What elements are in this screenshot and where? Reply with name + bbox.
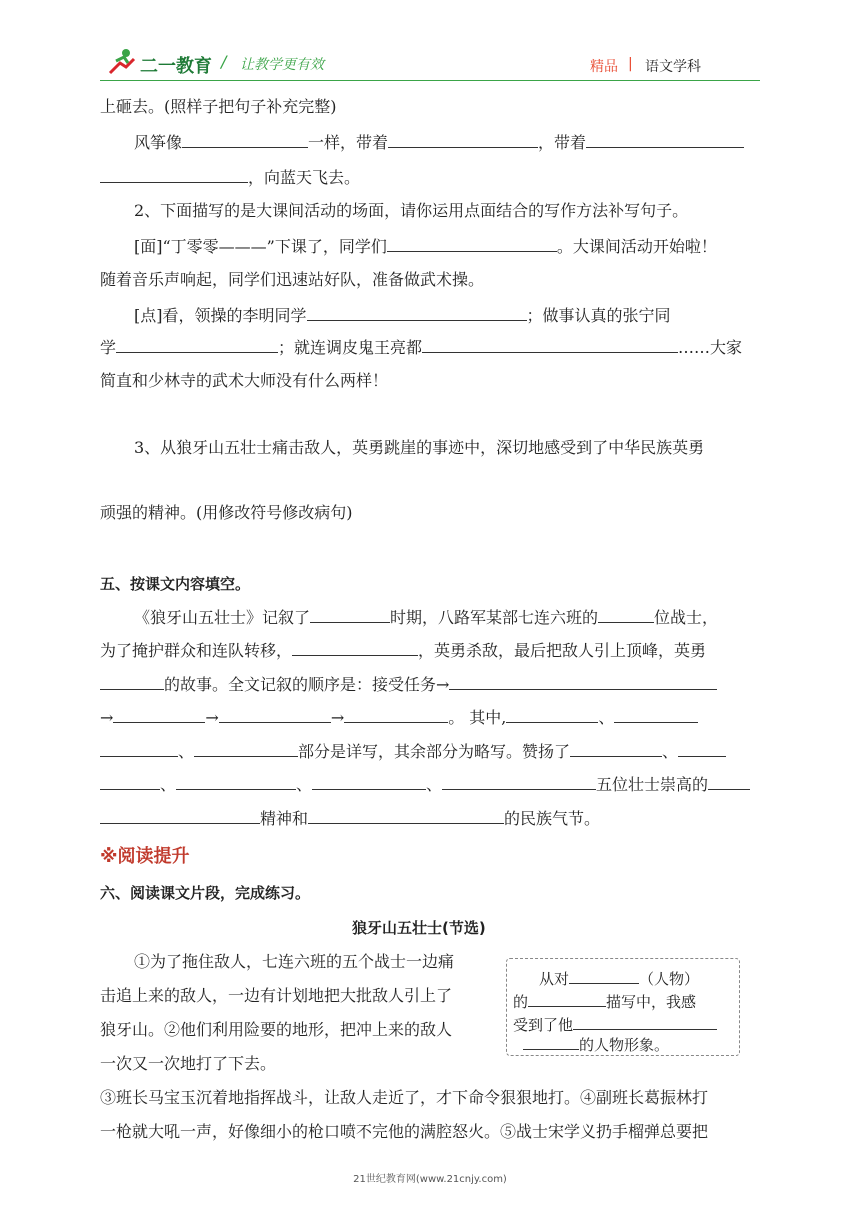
note-line (539, 967, 699, 989)
note-box (506, 958, 740, 1056)
logo-icon (104, 47, 138, 77)
text: 部分是详写，其余部分为略写。赞扬了 (298, 742, 571, 761)
passage-line: 一次又一次地打了下去。 (100, 1054, 277, 1073)
text: 、 (662, 742, 679, 761)
text: ，带着 (538, 133, 587, 152)
text: 《狼牙山五壮士》记叙了 (134, 608, 311, 627)
text-line (100, 166, 360, 189)
text: 。大课间活动开始啦！ (556, 237, 717, 256)
blank[interactable] (708, 773, 750, 790)
text: 从对 (539, 970, 570, 988)
blank[interactable] (388, 131, 538, 148)
text-line (100, 807, 600, 830)
blank[interactable] (310, 606, 390, 623)
blank[interactable] (308, 807, 504, 824)
blank[interactable] (344, 706, 448, 723)
text: 顽强的精神。(用修改符号修改病句) (100, 503, 353, 522)
blank[interactable] (449, 673, 717, 690)
blank[interactable] (100, 807, 260, 824)
blank[interactable] (312, 773, 426, 790)
text: [点]看，领操的李明同学 (134, 306, 307, 325)
text-line (100, 336, 742, 359)
arrow: → (100, 708, 114, 727)
blank[interactable] (422, 336, 678, 353)
text-line (134, 131, 744, 154)
text-line (100, 269, 484, 291)
passage-line: 一枪就大吼一声，好像细小的枪口喷不完他的满腔怒火。⑤战士宋学义扔手榴弹总要把 (100, 1122, 709, 1141)
text: 、 (296, 775, 313, 794)
text-line (100, 502, 353, 524)
text: 的故事。全文记叙的顺序是：接受任务→ (164, 675, 450, 694)
note-line (513, 1013, 717, 1035)
blank[interactable] (570, 740, 662, 757)
text-line (100, 706, 698, 729)
blank[interactable] (194, 740, 298, 757)
text-line (100, 773, 750, 796)
passage-title: 狼牙山五壮士(节选) (352, 919, 486, 937)
passage-line: ③班长马宝玉沉着地指挥战斗，让敌人走近了，才下命令狠狠地打。④副班长葛振林打 (100, 1088, 709, 1107)
text: 为了掩护群众和连队转移， (100, 641, 293, 660)
arrow: → (330, 708, 345, 727)
blank[interactable] (100, 773, 160, 790)
text: 一样，带着 (308, 133, 389, 152)
note-line (513, 990, 696, 1012)
blank[interactable] (387, 235, 557, 252)
section-title: 五、按课文内容填空。 (100, 575, 251, 593)
question-3 (134, 437, 704, 459)
text: 风筝像 (134, 133, 183, 152)
text: 的 (513, 993, 529, 1011)
text: 五位壮士崇高的 (596, 775, 709, 794)
text: 描写中，我感 (606, 993, 697, 1011)
blank[interactable] (573, 1013, 717, 1030)
blank[interactable] (113, 706, 205, 723)
text: ，向蓝天飞去。 (248, 168, 361, 187)
text: 、 (178, 742, 195, 761)
text: 受到了他 (513, 1016, 574, 1034)
text: 2、下面描写的是大课间活动的场面，请你运用点面结合的写作方法补写句子。 (134, 201, 689, 220)
blank[interactable] (442, 773, 596, 790)
blank[interactable] (116, 336, 278, 353)
text: 精神和 (260, 809, 309, 828)
text: （人物） (639, 970, 700, 988)
blank[interactable] (528, 990, 606, 1007)
arrow: → (205, 708, 219, 727)
text: ；就连调皮鬼王亮都 (278, 338, 423, 357)
text: 时期，八路军某部七连六班的 (390, 608, 599, 627)
blank[interactable] (100, 673, 164, 690)
blank[interactable] (506, 706, 598, 723)
question-6: 六、阅读课文片段，完成练习。 (100, 884, 311, 902)
blank[interactable] (523, 1033, 579, 1050)
reading-title: ※阅读提升 (100, 846, 190, 867)
blank[interactable] (176, 773, 296, 790)
text: ；做事认真的张宁同 (526, 306, 671, 325)
text: 随着音乐声响起，同学们迅速站好队，准备做武术操。 (100, 270, 485, 289)
text: 的民族气节。 (504, 809, 601, 828)
text-line (134, 606, 718, 629)
text: 学 (100, 338, 117, 357)
text-line (100, 96, 337, 118)
text: ，英勇杀敌，最后把敌人引上顶峰，英勇 (418, 641, 707, 660)
quality-label: 精品 (590, 59, 618, 75)
text: 的人物形象。 (579, 1036, 670, 1054)
logo-divider: / (221, 52, 227, 71)
blank[interactable] (678, 740, 726, 757)
note-line (523, 1033, 669, 1055)
text-line (100, 370, 388, 392)
blank[interactable] (182, 131, 308, 148)
blank[interactable] (100, 740, 178, 757)
header (0, 0, 860, 85)
blank[interactable] (598, 606, 654, 623)
text-line (100, 673, 717, 696)
header-separator: | (628, 56, 633, 72)
text: 、 (598, 708, 615, 727)
text-line (100, 740, 726, 763)
text: 、 (426, 775, 443, 794)
passage-line: ①为了拖住敌人，七连六班的五个战士一边痛 (134, 952, 455, 971)
blank[interactable] (100, 166, 248, 183)
subject-label: 语文学科 (645, 59, 701, 75)
footer: 21世纪教育网(www.21cnjy.com) (353, 1174, 507, 1185)
text-line (100, 639, 706, 662)
text: 。 其中, (448, 708, 507, 727)
blank[interactable] (569, 967, 639, 984)
passage-line: 击追上来的敌人，一边有计划地把大批敌人引上了 (100, 986, 453, 1005)
text: 上砸去。(照样子把句子补充完整) (100, 97, 337, 116)
text: 简直和少林寺的武术大师没有什么两样！ (100, 371, 389, 390)
blank[interactable] (219, 706, 331, 723)
text-line (134, 304, 671, 327)
blank[interactable] (586, 131, 744, 148)
logo-text: 二一教育 (140, 56, 212, 77)
text: 、 (160, 775, 177, 794)
slogan: 让教学更有效 (240, 57, 324, 73)
blank[interactable] (307, 304, 527, 321)
passage-line: 狼牙山。②他们利用险要的地形，把冲上来的敌人 (100, 1020, 453, 1039)
text: 位战士， (654, 608, 719, 627)
text: 3、从狼牙山五壮士痛击敌人，英勇跳崖的事迹中，深切地感受到了中华民族英勇 (134, 438, 705, 457)
text: ……大家 (678, 338, 743, 357)
blank[interactable] (614, 706, 698, 723)
question-2 (134, 200, 688, 222)
blank[interactable] (292, 639, 418, 656)
header-rule (100, 80, 760, 81)
text-line (134, 235, 717, 258)
text: [面]“丁零零———”下课了，同学们 (134, 237, 387, 256)
